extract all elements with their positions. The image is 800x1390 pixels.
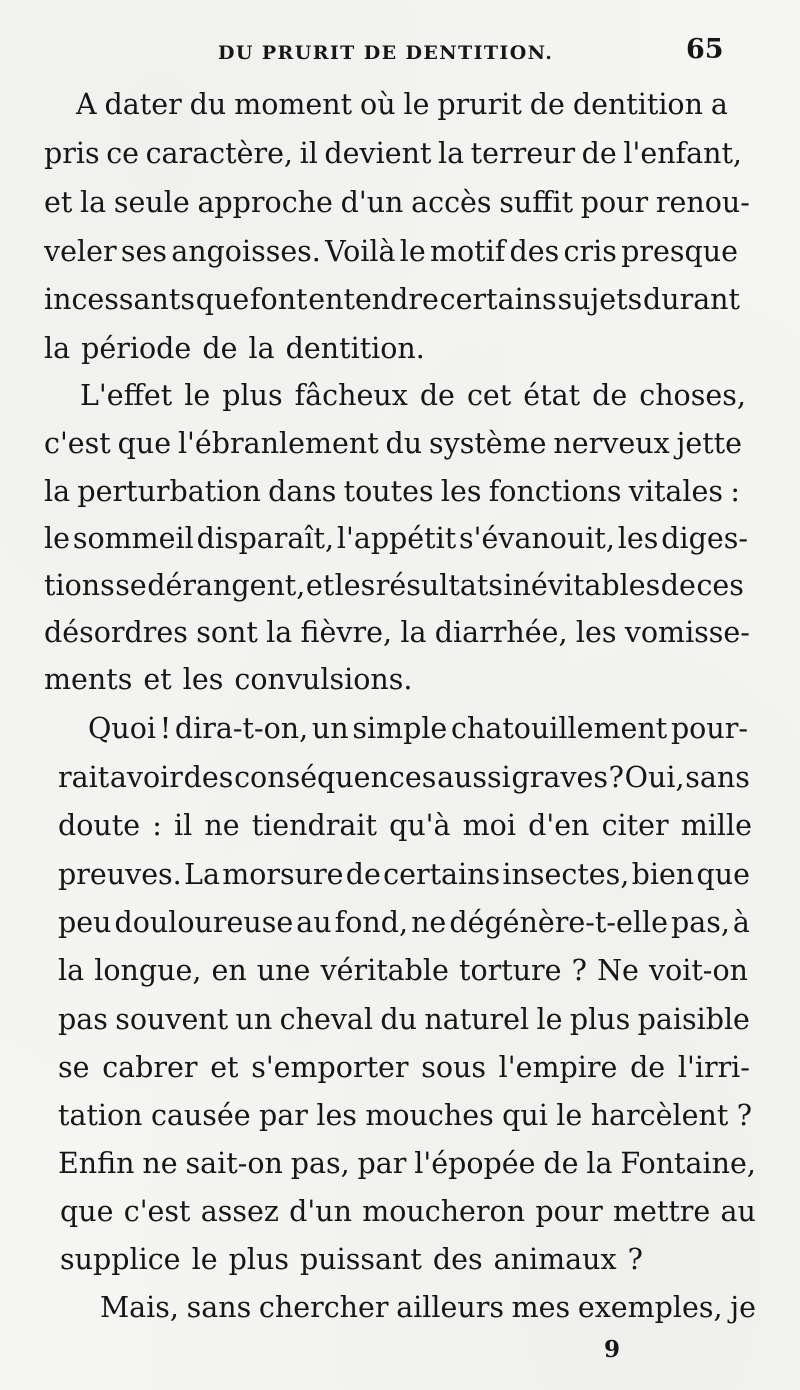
text-line: tation causée par les mouches qui le harcèlent ?: [58, 1099, 752, 1132]
text-line: pas souvent un cheval du naturel le plus paisible: [58, 1003, 750, 1036]
text-line: rait avoir des conséquences aussi graves ? Oui, sans: [58, 761, 750, 794]
text-line: doute : il ne tiendrait qu'à moi d'en citer mille: [58, 809, 752, 842]
text-line: preuves. La morsure de certains insectes, bien que: [58, 858, 750, 891]
text-line: c'est que l'ébranlement du système nerveux jette: [44, 427, 742, 460]
text-line: peu douloureuse au fond, ne dégénère-t-elle pas, à: [58, 906, 750, 939]
text-line: et la seule approche d'un accès suffit pour renou-: [44, 186, 750, 219]
running-title: DU PRURIT DE DENTITION.: [218, 42, 554, 64]
text-line: le sommeil disparaît, l'appétit s'évanouit, les diges-: [44, 522, 748, 555]
text-line: Mais, sans chercher ailleurs mes exemples, je: [100, 1291, 756, 1324]
page-number: 65: [686, 34, 724, 65]
text-line: tions se dérangent, et les résultats inévitables de ces: [44, 569, 744, 602]
running-head: [0, 34, 800, 74]
text-line: veler ses angoisses. Voilà le motif des cris presque: [44, 235, 738, 268]
text-line: supplice le plus puissant des animaux ?: [60, 1243, 643, 1276]
signature-mark: 9: [604, 1336, 621, 1363]
text-line: ments et les convulsions.: [44, 663, 413, 696]
text-line: Quoi ! dira-t-on, un simple chatouillement pour-: [88, 712, 748, 745]
text-line: la longue, en une véritable torture ? Ne voit-on: [58, 954, 748, 987]
text-line: pris ce caractère, il devient la terreur de l'enfant,: [44, 137, 742, 170]
text-line: se cabrer et s'emporter sous l'empire de l'irri-: [58, 1051, 750, 1084]
text-line: la période de la dentition.: [44, 332, 425, 365]
text-line: Enfin ne sait-on pas, par l'épopée de la Fontaine,: [58, 1147, 756, 1180]
text-line: L'effet le plus fâcheux de cet état de choses,: [80, 379, 746, 412]
text-line: désordres sont la fièvre, la diarrhée, les vomisse-: [44, 616, 750, 649]
text-line: incessants que font entendre certains sujets durant: [44, 283, 740, 316]
text-line: A dater du moment où le prurit de dentition a: [76, 88, 728, 121]
text-line: que c'est assez d'un moucheron pour mettre au: [60, 1195, 756, 1228]
text-line: la perturbation dans toutes les fonctions vitales :: [44, 475, 740, 508]
